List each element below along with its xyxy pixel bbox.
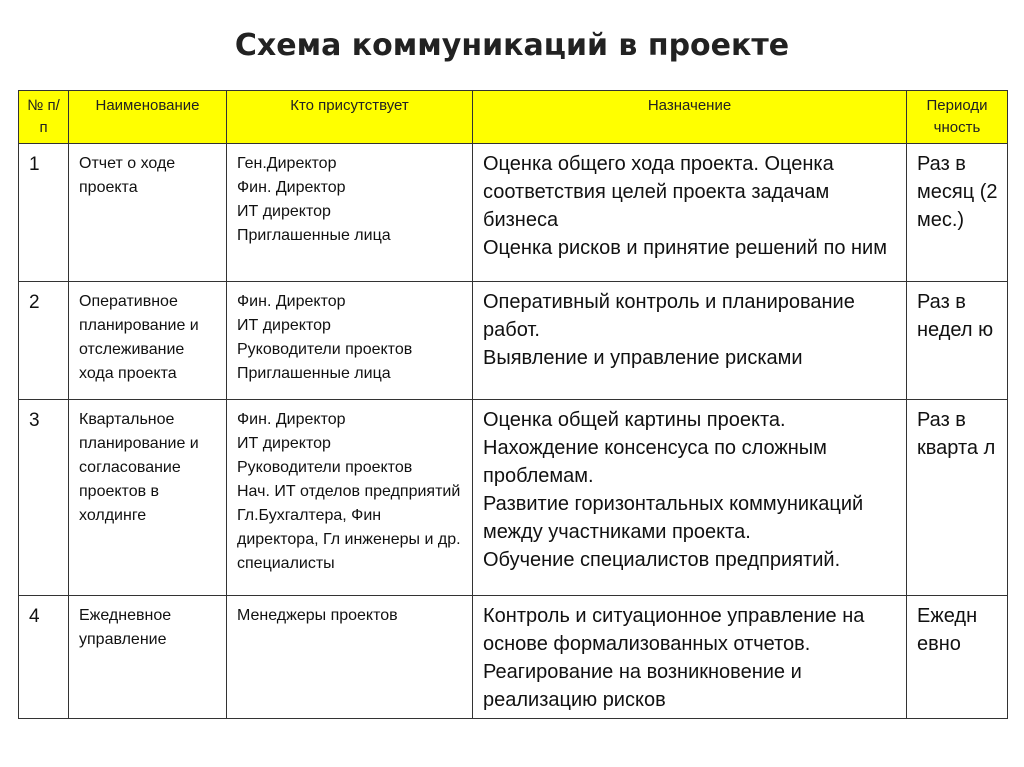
purpose-item: Оценка общего хода проекта. Оценка соответствия целей проекта задачам бизнеса	[483, 153, 834, 231]
header-name: Наименование	[69, 91, 227, 144]
purpose-item: Обучение специалистов предприятий.	[483, 549, 841, 571]
header-purpose: Назначение	[473, 91, 907, 144]
attendee: Фин. Директор	[237, 179, 346, 196]
row-name: Квартальное планирование и согласование проектов в холдинге	[69, 400, 227, 596]
header-period: Периоди чность	[907, 91, 1008, 144]
row-purpose	[473, 282, 907, 400]
table-header-row	[19, 91, 1008, 144]
attendee: Ген.Директор	[237, 155, 337, 172]
attendee: Приглашенные лица	[237, 227, 391, 244]
attendee: ИТ директор	[237, 317, 331, 334]
row-name: Ежедневное управление	[69, 596, 227, 719]
row-period: Ежедн евно	[907, 596, 1008, 719]
page-title: Схема коммуникаций в проекте	[234, 28, 790, 63]
row-num: 1	[19, 144, 69, 282]
header-who: Кто присутствует	[227, 91, 473, 144]
row-num: 3	[19, 400, 69, 596]
purpose-item: Реагирование на возникновение и реализацию рисков	[483, 661, 802, 711]
row-purpose	[473, 144, 907, 282]
attendee: Приглашенные лица	[237, 365, 391, 382]
attendee: Нач. ИТ отделов предприятий	[237, 483, 461, 500]
row-who	[227, 596, 473, 719]
attendee: Гл.Бухгалтера, Фин директора, Гл инженеры и др. специалисты	[237, 507, 461, 572]
row-purpose	[473, 400, 907, 596]
row-period: Раз в недел ю	[907, 282, 1008, 400]
row-num: 2	[19, 282, 69, 400]
row-name: Отчет о ходе проекта	[69, 144, 227, 282]
table-row	[19, 144, 1008, 282]
purpose-item: Оценка общей картины проекта.	[483, 409, 786, 431]
table-row	[19, 400, 1008, 596]
header-num: № п/п	[19, 91, 69, 144]
purpose-item: Выявление и управление рисками	[483, 347, 803, 369]
row-who	[227, 144, 473, 282]
row-who	[227, 400, 473, 596]
attendee: Фин. Директор	[237, 293, 346, 310]
purpose-item: Нахождение консенсуса по сложным проблемам.	[483, 437, 827, 487]
purpose-item: Развитие горизонтальных коммуникаций между участниками проекта.	[483, 493, 864, 543]
attendee: Руководители проектов	[237, 341, 413, 358]
row-purpose	[473, 596, 907, 719]
communications-table	[18, 90, 1008, 719]
purpose-item: Оперативный контроль и планирование работ.	[483, 291, 855, 341]
row-name: Оперативное планирование и отслеживание хода проекта	[69, 282, 227, 400]
row-period: Раз в кварта л	[907, 400, 1008, 596]
attendee: ИТ директор	[237, 435, 331, 452]
row-num: 4	[19, 596, 69, 719]
purpose-item: Контроль и ситуационное управление на основе формализованных отчетов.	[483, 605, 865, 655]
row-who	[227, 282, 473, 400]
attendee: Фин. Директор	[237, 411, 346, 428]
attendee: ИТ директор	[237, 203, 331, 220]
table-row	[19, 596, 1008, 719]
attendee: Менеджеры проектов	[237, 607, 398, 624]
attendee: Руководители проектов	[237, 459, 413, 476]
table-row	[19, 282, 1008, 400]
purpose-item: Оценка рисков и принятие решений по ним	[483, 237, 887, 259]
row-period: Раз в месяц (2 мес.)	[907, 144, 1008, 282]
